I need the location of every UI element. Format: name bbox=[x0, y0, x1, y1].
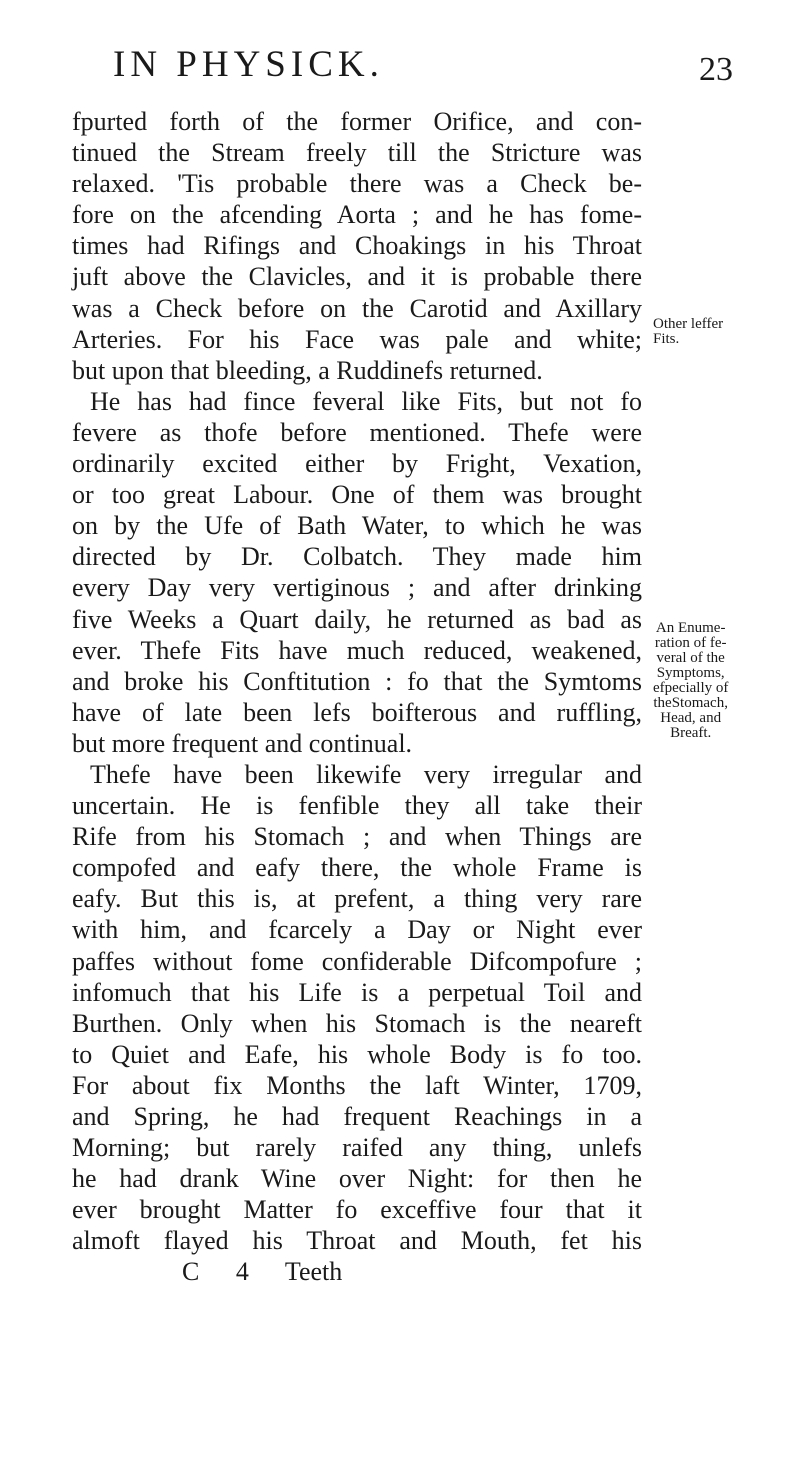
text-line: five Weeks a Quart daily, he returned as bad as bbox=[72, 604, 642, 634]
text-line: Rife from his Stomach ; and when Things are bbox=[72, 822, 642, 852]
text-line: Arteries. For his Face was pale and white; bbox=[72, 324, 642, 354]
text-line: For about fix Months the laft Winter, 1709, bbox=[72, 1070, 642, 1100]
text-line: uncertain. He is fenfible they all take their bbox=[72, 791, 642, 821]
text-line: every Day very vertiginous ; and after drinking bbox=[72, 573, 642, 603]
text-line: tinued the Stream freely till the Stricture was bbox=[72, 138, 642, 168]
text-line: times had Rifings and Choakings in his Throat bbox=[72, 231, 642, 261]
text-line: Burthen. Only when his Stomach is the neareft bbox=[72, 1008, 642, 1038]
text-line: almoft flayed his Throat and Mouth, fet his bbox=[72, 1226, 642, 1256]
text-line: juft above the Clavicles, and it is probable there bbox=[72, 262, 642, 292]
text-line: or too great Labour. One of them was brought bbox=[72, 480, 642, 510]
catchword-line: C 4 Teeth bbox=[182, 1257, 343, 1287]
text-line: fore on the afcending Aorta ; and he has fome- bbox=[72, 200, 642, 230]
running-title: IN PHYSICK. bbox=[113, 44, 384, 85]
text-line: but more frequent and continual. bbox=[72, 728, 413, 758]
text-line: eafy. But this is, at prefent, a thing very rare bbox=[72, 884, 642, 914]
text-line: He has had fince feveral like Fits, but not fo bbox=[90, 386, 642, 416]
text-line: Thefe have been likewife very irregular and bbox=[90, 759, 642, 789]
text-line: and broke his Conftitution : fo that the Symtoms bbox=[72, 666, 642, 696]
text-line: to Quiet and Eafe, his whole Body is fo too. bbox=[72, 1039, 642, 1069]
text-line: ever brought Matter fo exceffive four that it bbox=[72, 1195, 642, 1225]
text-line: Morning; but rarely raifed any thing, unlefs bbox=[72, 1133, 642, 1163]
text-line: relaxed. 'Tis probable there was a Check be- bbox=[72, 169, 642, 199]
text-line: compofed and eafy there, the whole Frame is bbox=[72, 853, 642, 883]
page-number: 23 bbox=[699, 51, 733, 88]
margin-note-symptoms: An Enume- ration of fe- veral of the Symptoms, efpecially of theStomach, Head, and Breaft. bbox=[653, 620, 729, 741]
text-line: on by the Ufe of Bath Water, to which he was bbox=[72, 511, 642, 541]
text-line: paffes without fome confiderable Difcompofure ; bbox=[72, 946, 642, 976]
margin-note-other-fits: Other leffer Fits. bbox=[653, 316, 724, 347]
text-line: and Spring, he had frequent Reachings in a bbox=[72, 1102, 642, 1131]
text-line: was a Check before on the Carotid and Axillary bbox=[72, 293, 642, 323]
text-line: he had drank Wine over Night: for then he bbox=[72, 1164, 642, 1194]
text-line: ever. Thefe Fits have much reduced, weakened, bbox=[72, 635, 642, 665]
text-line: with him, and fcarcely a Day or Night ever bbox=[72, 915, 642, 945]
text-line: ordinarily excited either by Fright, Vexation, bbox=[72, 449, 642, 479]
text-line: have of late been lefs boifterous and ruffling, bbox=[72, 697, 642, 727]
text-line: but upon that bleeding, a Ruddinefs returned. bbox=[72, 355, 543, 385]
text-line: fevere as thofe before mentioned. Thefe were bbox=[72, 417, 642, 447]
running-head bbox=[0, 42, 800, 92]
text-line: infomuch that his Life is a perpetual Toil and bbox=[72, 977, 642, 1007]
text-line: directed by Dr. Colbatch. They made him bbox=[72, 542, 642, 572]
body-text bbox=[72, 106, 642, 1288]
text-line: fpurted forth of the former Orifice, and con- bbox=[72, 107, 642, 136]
